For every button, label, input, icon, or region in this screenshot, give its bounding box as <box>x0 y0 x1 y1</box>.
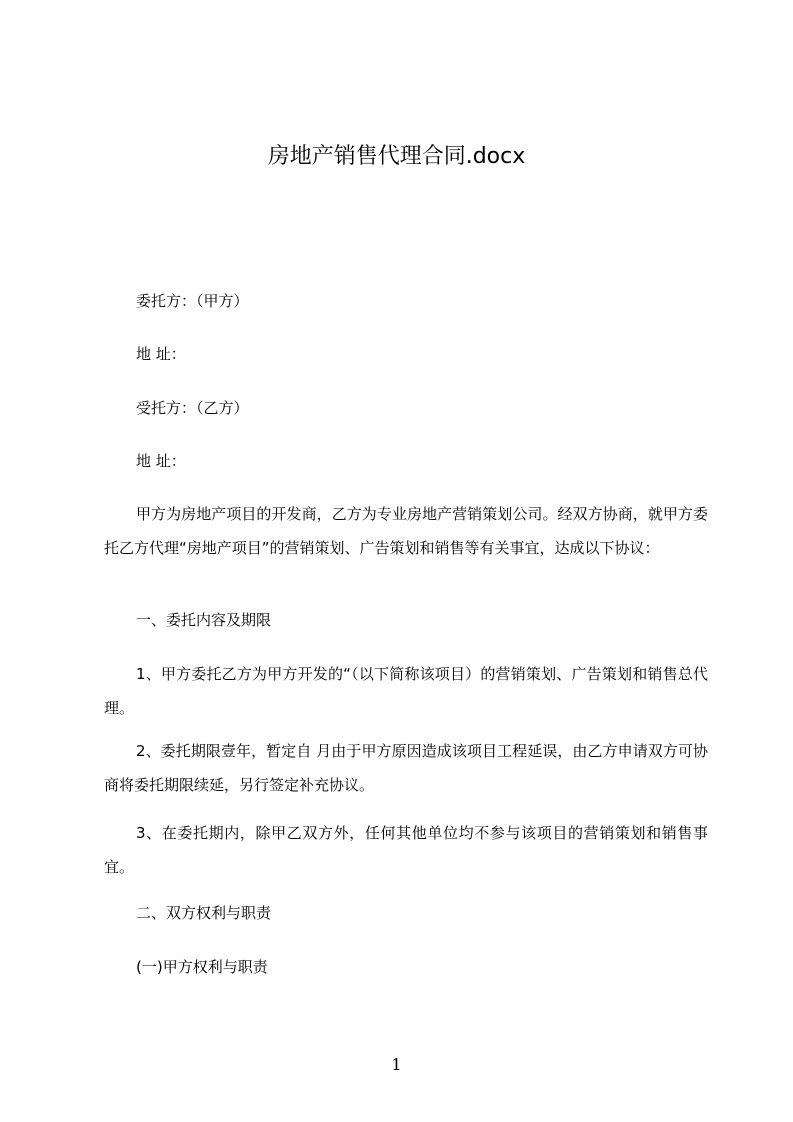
subsection-1-heading: (一)甲方权利与职责 <box>136 958 268 976</box>
client-party-line: 委托方：（甲方） <box>136 292 249 310</box>
agent-address-line: 地 址： <box>136 452 186 470</box>
client-address-line: 地 址： <box>136 345 186 363</box>
document-title: 房地产销售代理合同.docx <box>267 144 526 169</box>
section-2-heading: 二、双方权利与职责 <box>136 904 272 922</box>
clause-1: 1、甲方委托乙方为甲方开发的“（以下简称该项目）的营销策划、广告策划和销售总代理。 <box>104 665 708 717</box>
agent-party-line: 受托方：（乙方） <box>136 399 249 417</box>
intro-paragraph: 甲方为房地产项目的开发商，乙方为专业房地产营销策划公司。经双方协商，就甲方委托乙方代理“房地产项目”的营销策划、广告策划和销售等有关事宜，达成以下协议： <box>104 505 708 557</box>
clause-3: 3、在委托期内，除甲乙双方外，任何其他单位均不参与该项目的营销策划和销售事宜。 <box>104 824 708 876</box>
clause-2: 2、委托期限壹年，暂定自 月由于甲方原因造成该项目工程延误，由乙方申请双方可协商将委托期限续延，另行签定补充协议。 <box>104 742 708 794</box>
page-number: 1 <box>391 1055 402 1074</box>
section-1-heading: 一、委托内容及期限 <box>136 611 272 629</box>
